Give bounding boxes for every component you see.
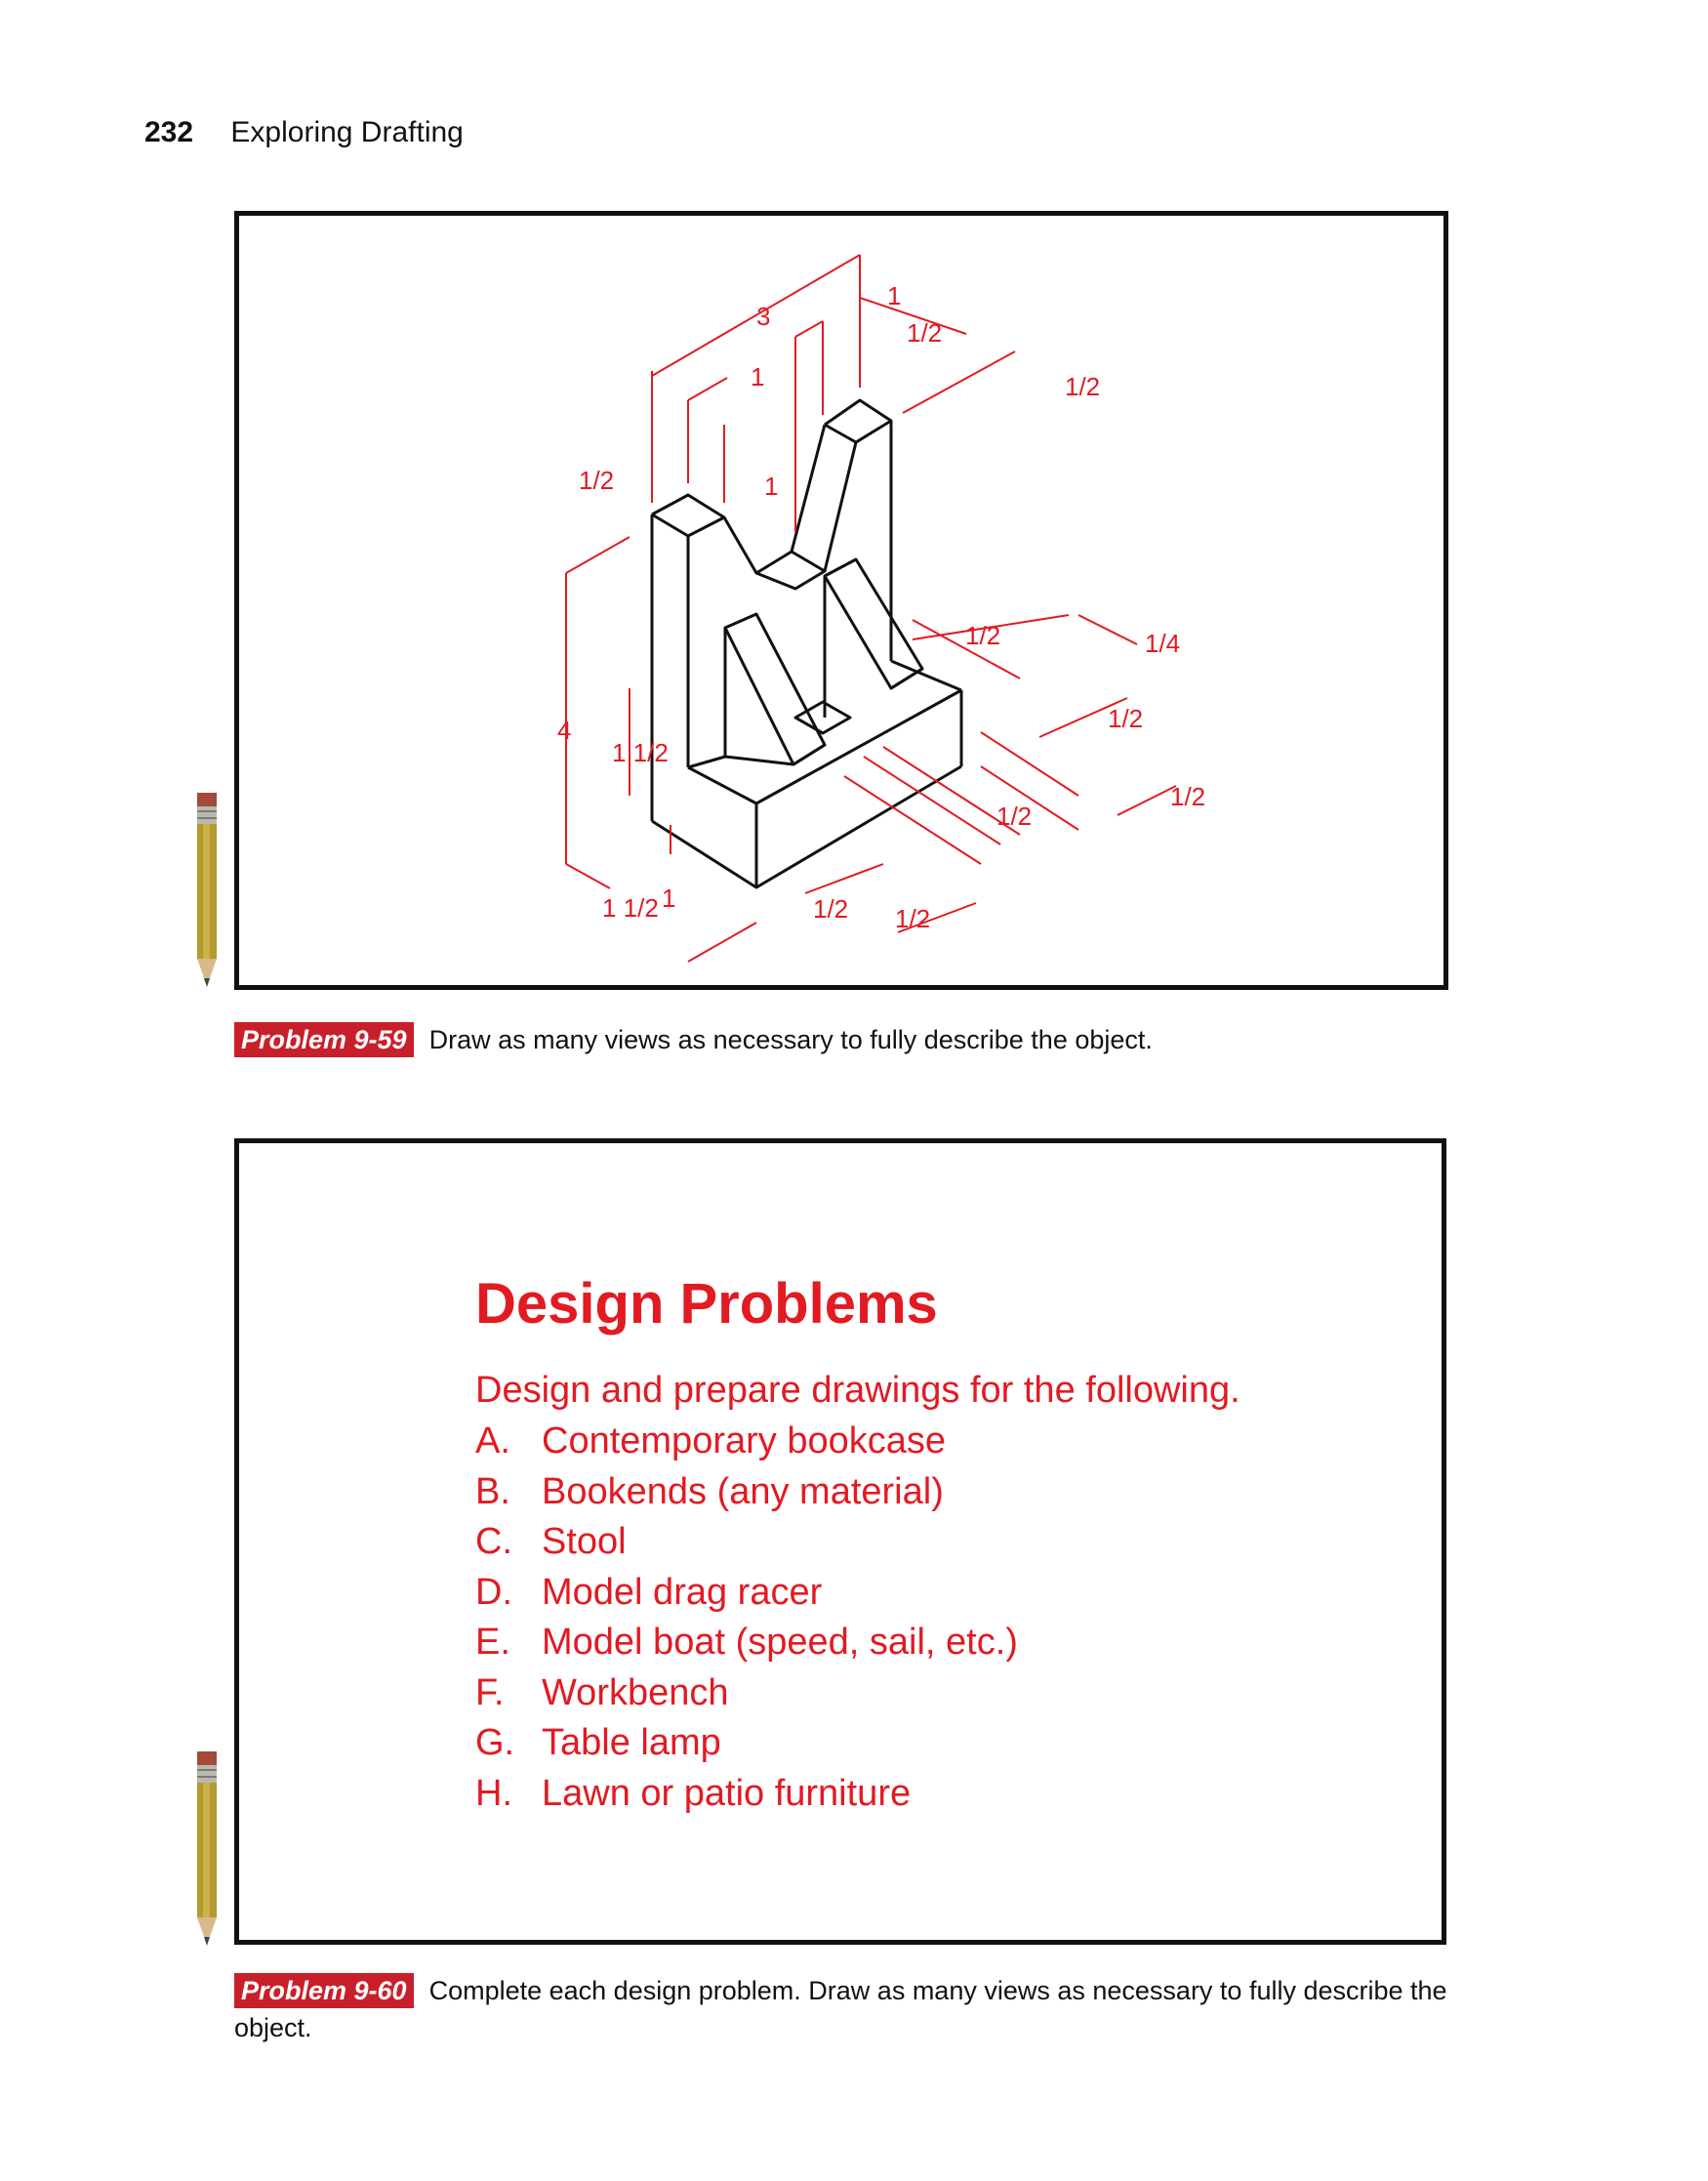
figure-9-59-frame <box>234 211 1448 990</box>
page-number: 232 <box>144 116 194 148</box>
problem-badge: Problem 9-60 <box>234 1973 414 2008</box>
caption-text: Draw as many views as necessary to fully describe the object. <box>428 1025 1153 1054</box>
list-item <box>475 1618 1240 1668</box>
dim-front-half-c: 1/2 <box>996 802 1033 831</box>
dim-front-quarter: 1/4 <box>1145 629 1181 658</box>
item-text: Model drag racer <box>542 1571 823 1613</box>
dim-bottom-half-a: 1/2 <box>813 894 849 924</box>
problem-badge: Problem 9-59 <box>234 1022 414 1057</box>
item-letter: E. <box>475 1622 510 1663</box>
dim-bottom-1: 1 <box>662 884 676 913</box>
item-letter: B. <box>475 1470 510 1512</box>
item-text: Workbench <box>542 1671 729 1713</box>
design-problems-intro: Design and prepare drawings for the following. <box>475 1370 1240 1411</box>
dim-bottom-1-1-2: 1 1/2 <box>602 893 659 923</box>
dimension-text <box>557 281 1205 933</box>
list-item <box>475 1417 1240 1467</box>
item-text: Model boat (speed, sail, etc.) <box>542 1622 1018 1663</box>
dim-height-4: 4 <box>557 716 572 745</box>
dim-front-half-a: 1/2 <box>965 621 1001 650</box>
item-text: Table lamp <box>542 1722 721 1763</box>
item-letter: A. <box>475 1420 510 1461</box>
item-text: Bookends (any material) <box>542 1470 944 1512</box>
dim-front-half-d: 1/2 <box>1170 782 1206 811</box>
dim-3: 3 <box>756 302 771 331</box>
object-outline <box>652 400 961 887</box>
design-problems <box>475 1270 1240 1819</box>
item-text: Lawn or patio furniture <box>542 1772 912 1814</box>
dimension-lines <box>566 255 1176 962</box>
pencil-icon <box>193 793 221 988</box>
item-letter: C. <box>475 1521 512 1562</box>
item-letter: F. <box>475 1671 505 1713</box>
dim-front-half-b: 1/2 <box>1108 704 1144 733</box>
figure-9-60-frame <box>234 1138 1446 1945</box>
list-item <box>475 1718 1240 1769</box>
list-item <box>475 1568 1240 1619</box>
design-problems-list <box>475 1417 1240 1819</box>
dim-bottom-half-b: 1/2 <box>895 904 931 933</box>
list-item <box>475 1769 1240 1820</box>
caption-text: Complete each design problem. Draw as many views as necessary to fully describe the object. <box>234 1976 1447 2042</box>
item-text: Contemporary bookcase <box>542 1420 946 1461</box>
design-problems-title: Design Problems <box>475 1272 938 1336</box>
isometric-drawing <box>239 216 1444 985</box>
dim-1: 1 <box>751 362 765 391</box>
list-item <box>475 1517 1240 1568</box>
dim-top-right-half: 1/2 <box>907 318 943 348</box>
list-item <box>475 1668 1240 1719</box>
dim-far-right-half: 1/2 <box>1065 372 1101 401</box>
dim-inner-1-1-2: 1 1/2 <box>612 738 669 767</box>
dim-left-half: 1/2 <box>579 466 615 495</box>
dim-1b: 1 <box>887 281 902 310</box>
item-letter: D. <box>475 1571 512 1613</box>
figure-9-60-caption <box>234 1972 1493 2046</box>
pencil-icon <box>193 1751 221 1947</box>
dim-notch-1: 1 <box>764 472 779 501</box>
page-header <box>144 115 464 150</box>
item-letter: H. <box>475 1772 512 1814</box>
list-item <box>475 1467 1240 1518</box>
item-letter: G. <box>475 1722 515 1763</box>
figure-9-59-caption <box>234 1021 1503 1058</box>
item-text: Stool <box>542 1521 627 1562</box>
running-title: Exploring Drafting <box>230 116 464 148</box>
